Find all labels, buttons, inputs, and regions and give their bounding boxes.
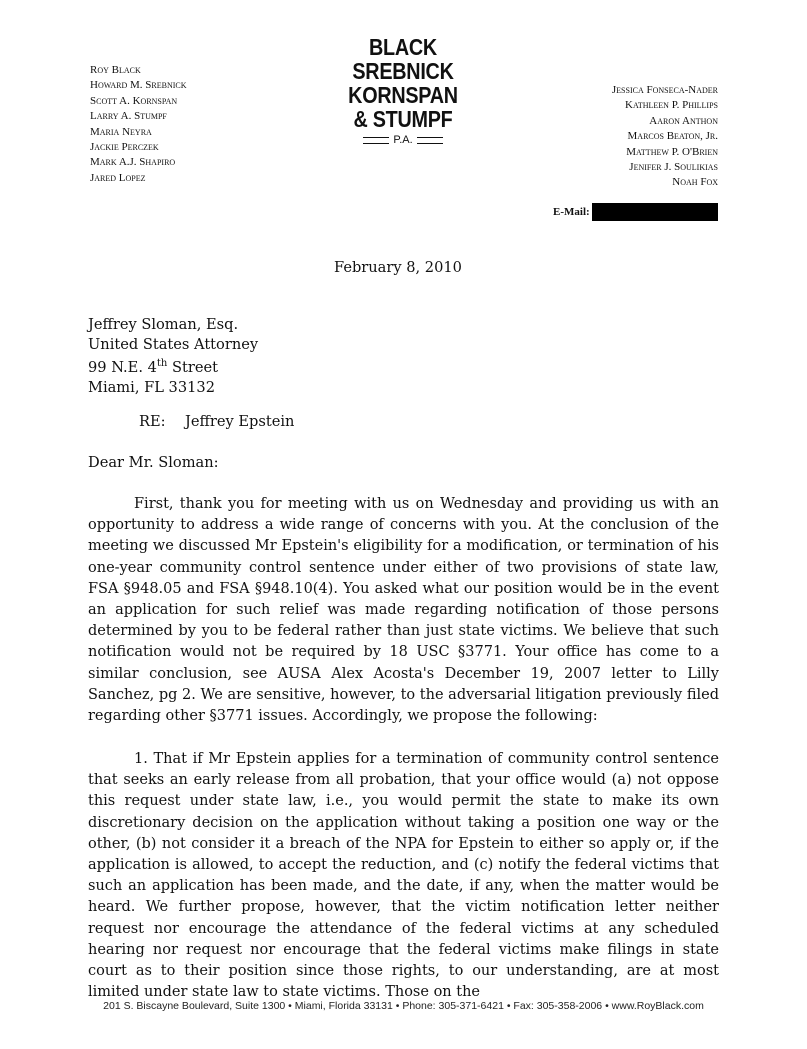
partner-name: Jenifer J. Soulikias [629, 161, 718, 174]
re-subject: Jeffrey Epstein [185, 413, 295, 430]
body-paragraph [88, 749, 719, 1003]
email-label: E-Mail: [553, 206, 590, 218]
firm-name-line: SREBNICK [352, 58, 454, 84]
partner-name: Roy Black [90, 64, 141, 76]
letter-date: February 8, 2010 [334, 259, 462, 276]
firm-suffix: P.A. [393, 134, 413, 146]
partner-name: Howard M. Srebnick [90, 79, 187, 92]
paragraph-text: 1. That if Mr Epstein applies for a termination of community control sentence that seeks an early release from all probation, that your office would (a) not oppose this request under state law, i.e., you would permit the state to make its own discretionary decision on the application without taking a position one way or the other, (b) not consider it a breach of the NPA for Epstein to either so apply or, if the application is allowed, to accept the reduction, and (c) notify the federal victims that such an application has been made, and the date, if any, when the matter would be heard. We further propose, however, that the victim notification letter neither request nor encourage the attendance of the federal victims at any scheduled hearing nor request nor encourage that the federal victims make filings in state court as to their position since those rights, to our understanding, are at most limited under state law to state victims. Those on the [88, 751, 719, 1001]
salutation: Dear Mr. Sloman: [88, 454, 219, 471]
body-paragraph [88, 494, 719, 727]
partner-name: Marcos Beaton, Jr. [627, 130, 718, 143]
recipient-address [88, 315, 258, 398]
firm-name-line: BLACK [369, 34, 437, 60]
redaction-block [592, 203, 718, 221]
paragraph-text: First, thank you for meeting with us on Wednesday and providing us with an opportunity to address a wide range of concerns with you. At the conclusion of the meeting we discussed Mr Epstein's eligibility for a modification, or termination of his one-year community control sentence under either of two provisions of state law, FSA §948.05 and FSA §948.10(4). You asked what our position would be in the event an application for such relief was made regarding notification of those persons determined by you to be federal rather than just state victims. We believe that such notification would not be required by 18 USC §3771. Your office has come to a similar conclusion, see AUSA Alex Acosta's December 19, 2007 letter to Lilly Sanchez, pg 2. We are sensitive, however, to the adversarial litigation previously filed regarding other §3771 issues. Accordingly, we propose the following: [88, 496, 719, 725]
footer-address: 201 S. Biscayne Boulevard, Suite 1300 • Miami, Florida 33131 • Phone: 305-371-6421 • Fax: 305-358-2006 • www.RoyBlack.com [103, 1000, 704, 1012]
partner-name: Noah Fox [672, 176, 718, 189]
logo-rule-left [363, 137, 389, 144]
partners-list-left [90, 63, 187, 186]
partner-name: Scott A. Kornspan [90, 94, 178, 107]
firm-suffix-row [333, 134, 473, 146]
address-line: Jeffrey Sloman, Esq. [88, 316, 239, 333]
partners-list-right [612, 83, 718, 191]
address-line-text: 99 N.E. 4th Street [88, 358, 218, 377]
firm-logo [333, 35, 473, 146]
address-line: Miami, FL 33132 [88, 379, 215, 397]
partner-name: Maria Neyra [90, 125, 152, 138]
partner-name: Jared Lopez [90, 171, 146, 184]
address-line [88, 355, 258, 379]
ordinal-suffix: th [156, 358, 168, 370]
logo-rule-right [417, 137, 443, 144]
partner-name: Aaron Anthon [649, 114, 718, 127]
partner-name: Jackie Perczek [90, 141, 159, 154]
partner-name: Jessica Fonseca-Nader [611, 84, 718, 96]
address-line: United States Attorney [88, 335, 259, 353]
firm-name-line: KORNSPAN [348, 82, 458, 108]
partner-name: Kathleen P. Phillips [625, 99, 718, 112]
re-line [139, 413, 294, 430]
partner-name: Mark A.J. Shapiro [90, 156, 176, 169]
partner-name: Matthew P. O'Brien [626, 145, 718, 158]
partner-name: Larry A. Stumpf [90, 110, 167, 123]
email-row [553, 203, 718, 221]
re-label: RE: [139, 413, 166, 430]
firm-name-line: & STUMPF [353, 106, 453, 132]
